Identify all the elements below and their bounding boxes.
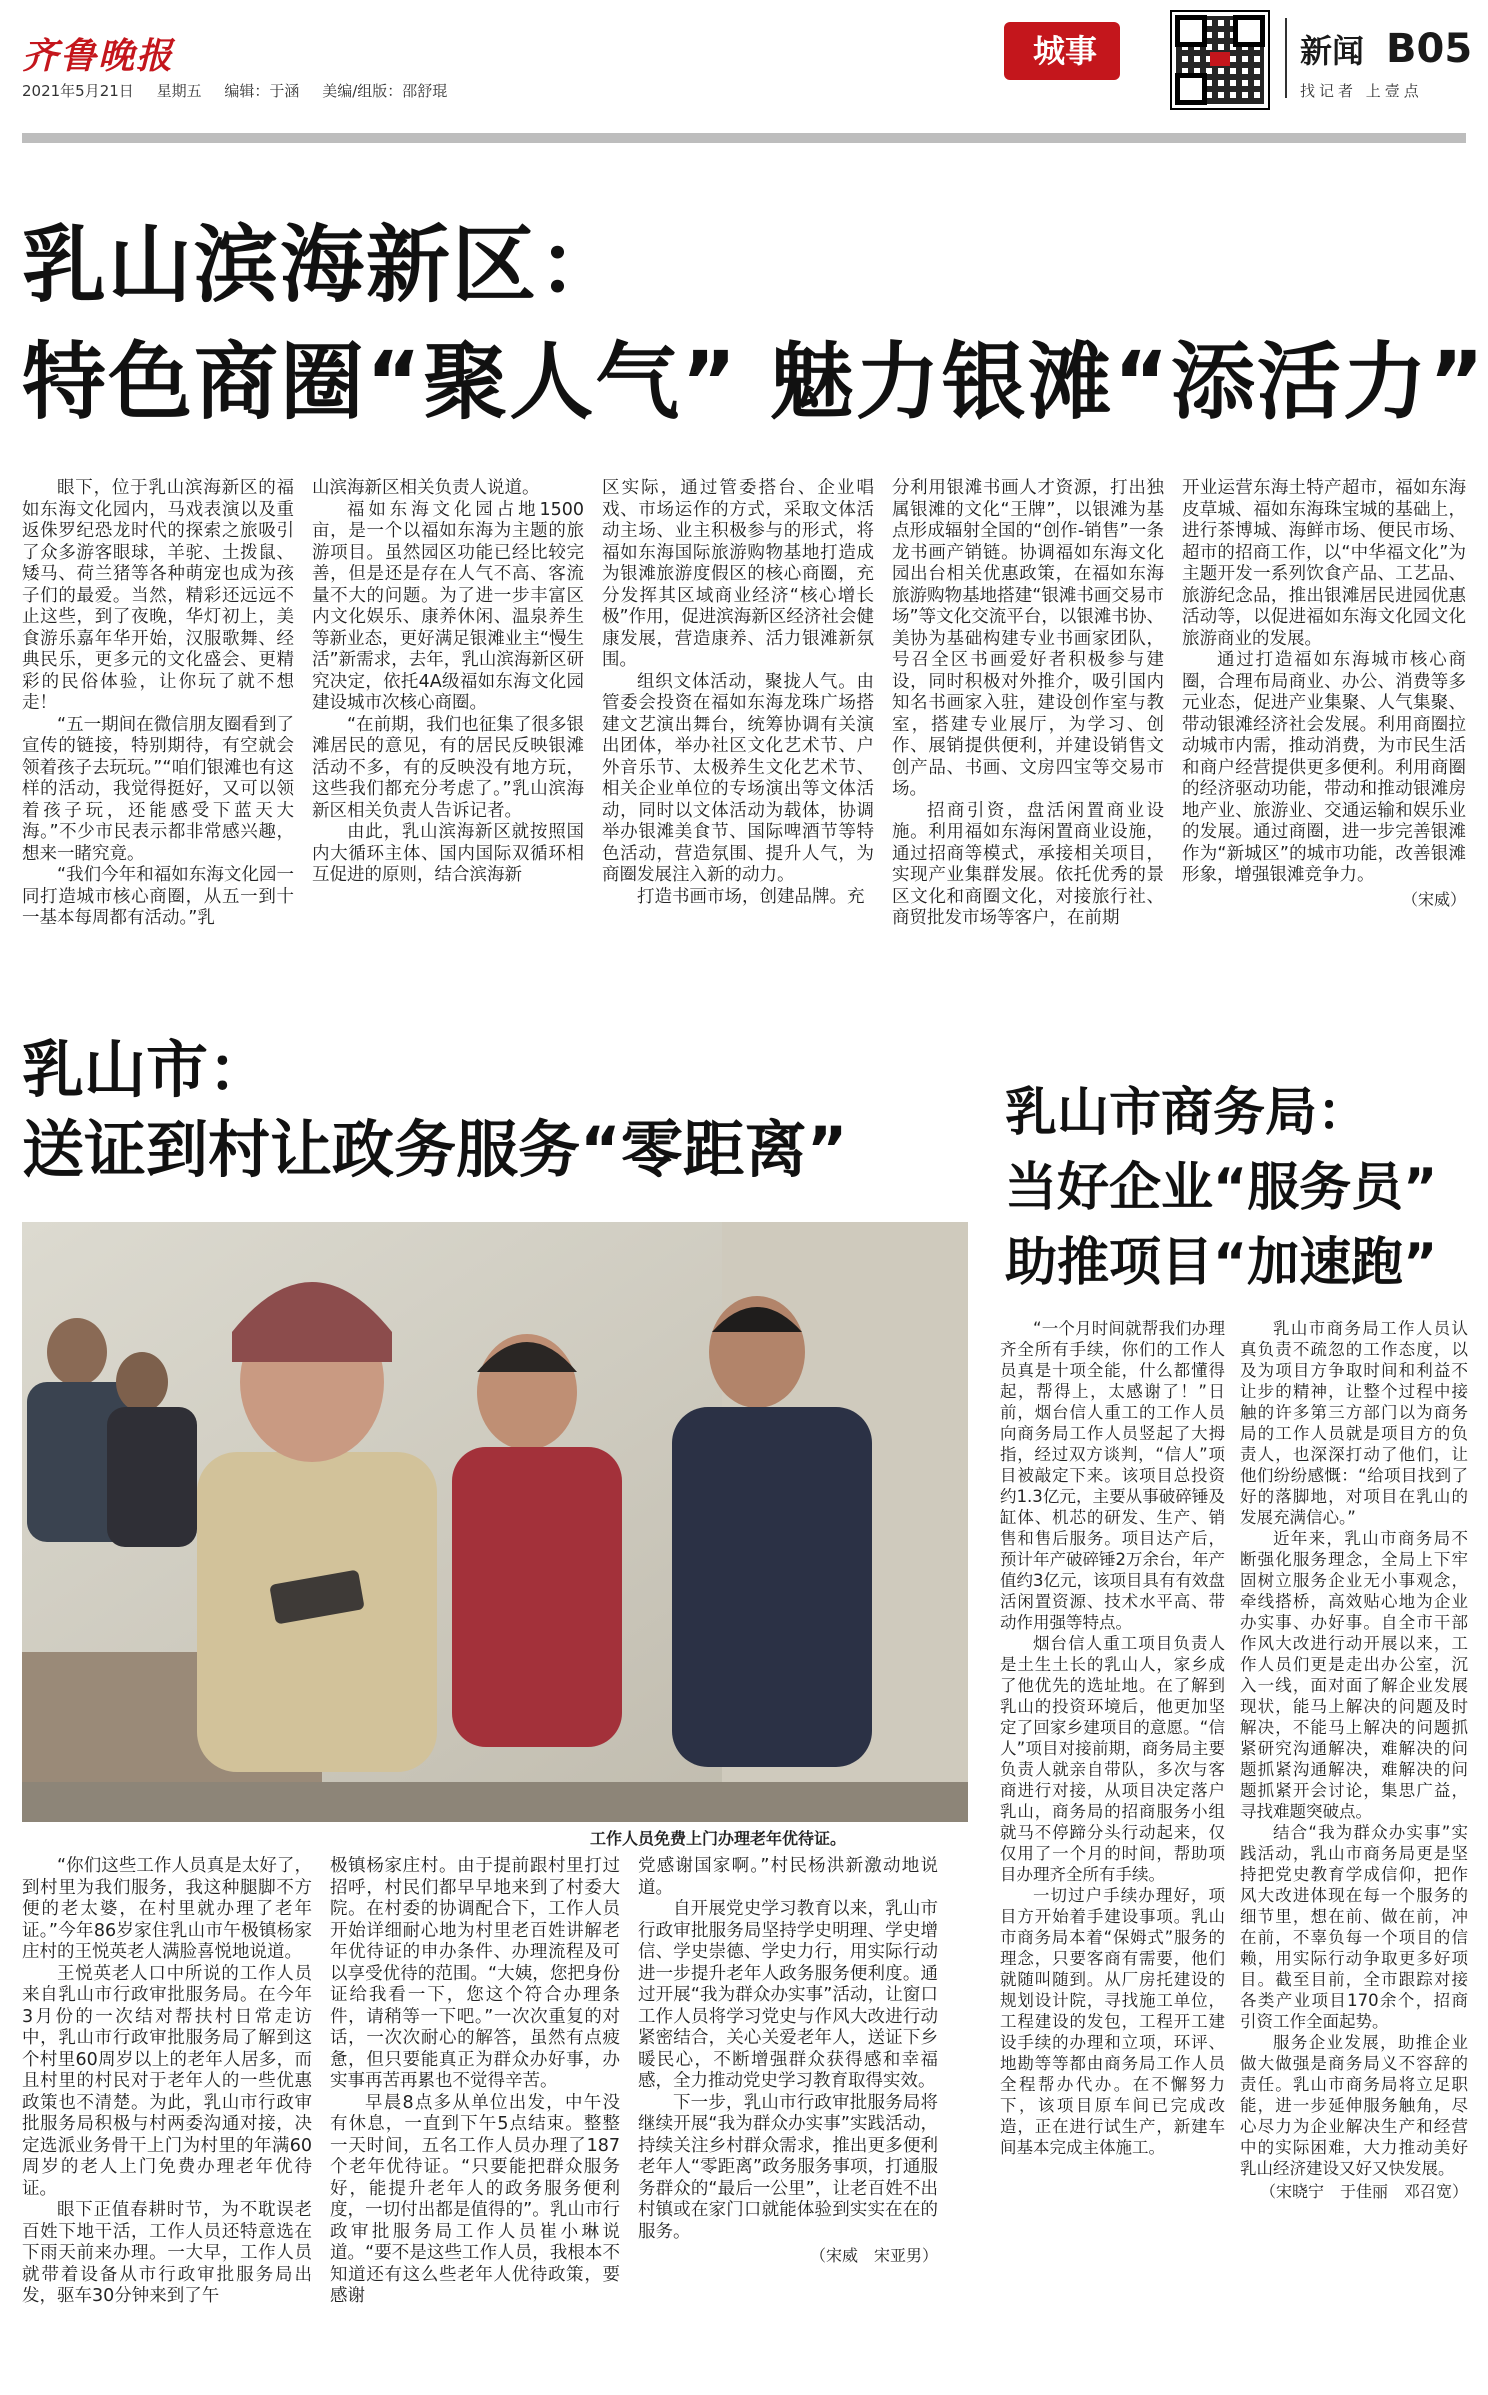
page-number: B05 (1386, 26, 1473, 72)
page-name: 新闻 (1300, 32, 1365, 70)
paragraph: 乳山市商务局工作人员认真负责不疏忽的工作态度，以及为项目方争取时间和利益不让步的精神，让整个过程中接触的许多第三方部门以为商务局的工作人员就是项目方的负责人，也深深打动了他们，让他们纷纷感慨：“给项目找到了好的落脚地，对项目在乳山的发展充满信心。” (1240, 1319, 1468, 1527)
article2-column-2 (330, 1856, 620, 2386)
designer-credit: 美编/组版：邵舒琨 (322, 82, 448, 100)
newspaper-logo: 齐鲁晚报 (22, 35, 175, 77)
article1-column-1 (22, 478, 294, 1000)
paragraph: 打造书画市场，创建品牌。充 (637, 886, 865, 907)
issue-date: 2021年5月21日 (22, 82, 134, 100)
paragraph: 眼下，位于乳山滨海新区的福如东海文化园内，马戏表演以及重返侏罗纪恐龙时代的探索之旅吸引了众多游客眼球，羊驼、土拨鼠、矮马、荷兰猪等各种萌宠也成为孩子们的最爱。当然，精彩还远远不止这些，到了夜晚，华灯初上，美食游乐嘉年华开始，汉服歌舞、经典民乐，更多元的文化盛会、更精彩的民俗体验，让你玩了就不想走！ (22, 478, 294, 713)
paragraph: “你们这些工作人员真是太好了，到村里为我们服务，我这种腿脚不方便的老太婆，在村里就办理了老年证。”今年86岁家住乳山市午极镇杨家庄村的王悦英老人满脸喜悦地说道。 (22, 1856, 312, 1962)
news-photo (22, 1222, 968, 1822)
issue-weekday: 星期五 (156, 82, 202, 100)
article3-title-line3: 助推项目“加速跑” (1005, 1233, 1438, 1293)
article3-title-line1: 乳山市商务局： (1005, 1083, 1370, 1143)
paragraph: 通过打造福如东海城市核心商圈，合理布局商业、办公、消费等多元业态，促进产业集聚、人气集聚、带动银滩经济社会发展。利用商圈拉动城市内需，推动消费，为市民生活和商户经营提供更多便利。利用商圈的经济驱动功能，带动和推动银滩房地产业、旅游业、交通运输和娱乐业的发展。通过商圈，进一步完善银滩作为“新城区”的城市功能，改善银滩形象，增强银滩竞争力。 (1182, 650, 1466, 885)
article3-column-2 (1240, 1318, 1468, 2386)
paragraph: “我们今年和福如东海文化园一同打造城市核心商圈，从五一到十一基本每周都有活动。”乳 (22, 865, 294, 928)
paragraph: 区实际，通过管委搭台、企业唱戏、市场运作的方式，采取文体活动主场、业主积极参与的形式，将福如东海国际旅游购物基地打造成为银滩旅游度假区的核心商圈，充分发挥其区域商业经济“核心增长极”作用，促进滨海新区经济社会健康发展，营造康养、活力银滩新氛围。 (602, 478, 874, 670)
paragraph: 下一步，乳山市行政审批服务局将继续开展“我为群众办实事”实践活动，持续关注乡村群众需求，推出更多便利老年人“零距离”政务服务事项，打通服务群众的“最后一公里”，让老百姓不出村镇或在家门口就能体验到实实在在的服务。 (638, 2092, 938, 2242)
paragraph: 早晨8点多从单位出发，中午没有休息，一直到下午5点结束。整整一天时间，五名工作人员办理了187个老年优待证。“只要能把群众服务好，能提升老年人的政务服务便利度，一切付出都是值得的”。乳山市行政审批服务局工作人员崔小琳说道。“要不是这些工作人员，我根本不知道还有这么些老年人优待政策，要感谢 (330, 2092, 620, 2306)
paragraph: 开业运营东海土特产超市，福如东海皮草城、福如东海珠宝城的基础上，进行茶博城、海鲜市场、便民市场、超市的招商工作，以“中华福文化”为主题开发一系列饮食产品、工艺品、旅游纪念品，推出银滩居民进园优惠活动等，以促进福如东海文化园文化旅游商业的发展。 (1182, 478, 1466, 649)
page-identifier (1300, 26, 1472, 72)
header-divider (1285, 18, 1287, 98)
contact-line: 找记者 上壹点 (1300, 82, 1423, 100)
article2-title-line2: 送证到村让政务服务“零距离” (22, 1113, 848, 1186)
paragraph: 结合“我为群众办实事”实践活动，乳山市商务局更是坚持把党史教育学成信仰，把作风大改进体现在每一个服务的细节里，想在前、做在前，冲在前，不辜负每一个项目的信赖，用实际行动争取更多好项目。截至目前，全市跟踪对接各类产业项目170余个，招商引资工作全面起势。 (1240, 1823, 1468, 2031)
paragraph: “一个月时间就帮我们办理齐全所有手续，你们的工作人员真是十项全能，什么都懂得起，帮得上，太感谢了！”日前，烟台信人重工的工作人员向商务局工作人员竖起了大拇指，经过双方谈判，“信人”项目被敲定下来。该项目总投资约1.3亿元，主要从事破碎锤及缸体、机芯的研发、生产、销售和售后服务。项目达产后，预计年产破碎锤2万余台，年产值约3亿元，该项目具有有效盘活闲置资源、技术水平高、带动作用强等特点。 (1000, 1319, 1225, 1632)
article1-column-2 (312, 478, 584, 1000)
paragraph: 山滨海新区相关负责人说道。 (312, 478, 540, 498)
photo-caption: 工作人员免费上门办理老年优待证。 (590, 1829, 847, 1848)
article3-credit: （宋晓宁 于佳丽 邓召宽） (1259, 2182, 1468, 2201)
paragraph: 由此，乳山滨海新区就按照国内大循环主体、国内国际双循环相互促进的原则，结合滨海新 (312, 822, 584, 885)
issue-meta (22, 80, 465, 101)
article1-title-line1: 乳山滨海新区： (22, 216, 625, 314)
qr-code-icon[interactable] (1170, 10, 1270, 110)
article1-credit: （宋威） (1401, 889, 1466, 909)
article2-column-3 (638, 1856, 938, 2386)
article1-title-line2: 特色商圈“聚人气” 魅力银滩“添活力” (22, 333, 1487, 431)
article1-column-4 (892, 478, 1164, 1000)
paragraph: 招商引资，盘活闲置商业设施。利用福如东海闲置商业设施，通过招商等模式，承接相关项目，实现产业集群发展。依托优秀的景区文化和商圈文化，对接旅行社、商贸批发市场等客户，在前期 (892, 800, 1164, 928)
section-tag: 城事 (1010, 22, 1120, 80)
article3-column-1 (1000, 1318, 1225, 2386)
paragraph: 烟台信人重工项目负责人是土生土长的乳山人，家乡成了他优先的选址地。在了解到乳山的投资环境后，他更加坚定了回家乡建项目的意愿。“信人”项目对接前期，商务局主要负责人就亲自带队，多次与客商进行对接，从项目决定落户乳山，商务局的招商服务小组就马不停蹄分头行动起来，仅仅用了一个月的时间，帮助项目办理齐全所有手续。 (1000, 1634, 1225, 1884)
paragraph: 服务企业发展，助推企业做大做强是商务局义不容辞的责任。乳山市商务局将立足职能，进一步延伸服务触角，尽心尽力为企业解决生产和经营中的实际困难，大力推动美好乳山经济建设又好又快发展。 (1240, 2033, 1468, 2178)
paragraph: 王悦英老人口中所说的工作人员来自乳山市行政审批服务局。在今年3月份的一次结对帮扶村日常走访中，乳山市行政审批服务局了解到这个村里60周岁以上的老年人居多，而且村里的村民对于老年人的一些优惠政策也不清楚。为此，乳山市行政审批服务局积极与村两委沟通对接，决定选派业务骨干上门为村里的年满60周岁的老人上门免费办理老年优待证。 (22, 1963, 312, 2199)
paragraph: “五一期间在微信朋友圈看到了宣传的链接，特别期待，有空就会领着孩子去玩玩。”“咱们银滩也有这样的活动，我觉得挺好，又可以领着孩子玩，还能感受下蓝天大海。”不少市民表示都非常感兴趣，想来一睹究竟。 (22, 714, 294, 864)
article3-title-line2: 当好企业“服务员” (1005, 1158, 1438, 1218)
article2-column-1 (22, 1856, 312, 2386)
paragraph: 眼下正值春耕时节，为不耽误老百姓下地干活，工作人员还特意选在下雨天前来办理。一大早，工作人员就带着设备从市行政审批服务局出发，驱车30分钟来到了午 (22, 2200, 312, 2306)
paragraph: 近年来，乳山市商务局不断强化服务理念，全局上下牢固树立服务企业无小事观念，牵线搭桥，高效贴心地为企业办实事、办好事。自全市干部作风大改进行动开展以来，工作人员们更是走出办公室，沉入一线，面对面了解企业发展现状，能马上解决的问题及时解决，不能马上解决的问题抓紧研究沟通解决，难解决的问题抓紧沟通解决，难解决的问题抓紧开会讨论，集思广益，寻找难题突破点。 (1240, 1529, 1468, 1821)
article2-title-line1: 乳山市： (22, 1033, 271, 1106)
qr-badge (1210, 52, 1230, 66)
paragraph: 一切过户手续办理好，项目方开始着手建设事项。乳山市商务局本着“保姆式”服务的理念，只要客商有需要，他们就随叫随到。从厂房托建设的规划设计院，寻找施工单位，工程建设的发包，工程开工建设手续的办理和立项，环评、地勘等等都由商务局工作人员全程帮办代办。在不懈努力下，该项目原车间已完成改造，正在进行试生产，新建车间基本完成主体施工。 (1000, 1886, 1225, 2157)
paragraph: 组织文体活动，聚拢人气。由管委会投资在福如东海龙珠广场搭建文艺演出舞台，统筹协调有关演出团体，举办社区文化艺术节、户外音乐节、太极养生文化艺术节、相关企业单位的专场演出等文体活动，同时以文体活动为载体，协调举办银滩美食节、国际啤酒节等特色活动，营造氛围、提升人气，为商圈发展注入新的动力。 (602, 671, 874, 885)
header-rule (22, 133, 1466, 143)
article1-column-3 (602, 478, 874, 1000)
paragraph: 自开展党史学习教育以来，乳山市行政审批服务局坚持学史明理、学史增信、学史崇德、学史力行，用实际行动进一步提升老年人政务服务便利度。通过开展“我为群众办实事”活动，让窗口工作人员将学习党史与作风大改进行动紧密结合，关心关爱老年人，送证下乡暖民心，不断增强群众获得感和幸福感，全力推动党史学习教育取得实效。 (638, 1899, 938, 2091)
paragraph: 极镇杨家庄村。由于提前跟村里打过招呼，村民们都早早地来到了村委大院。在村委的协调配合下，工作人员开始详细耐心地为村里老百姓讲解老年优待证的申办条件、办理流程及可以享受优待的范围。“大姨，您把身份证给我看一下，您这个符合办理条件，请稍等一下吧。”一次次重复的对话，一次次耐心的解答，虽然有点疲惫，但只要能真正为群众办好事，办实事再苦再累也不觉得辛苦。 (330, 1856, 620, 2091)
paragraph: 分利用银滩书画人才资源，打出独属银滩的文化“王牌”，以银滩为基点形成辐射全国的“创作-销售”一条龙书画产销链。协调福如东海文化园出台相关优惠政策，在福如东海旅游购物基地搭建“银滩书画交易市场”等文化交流平台，以银滩书协、美协为基础构建专业书画家团队，号召全区书画爱好者积极参与建设，同时积极对外推介，吸引国内知名书画家入驻，建设创作室与教室，搭建专业展厅，为学习、创作、展销提供便利，并建设销售文创产品、书画、文房四宝等交易市场。 (892, 478, 1164, 799)
paragraph: 党感谢国家啊。”村民杨洪新激动地说道。 (638, 1856, 938, 1898)
article2-credit: （宋威 宋亚男） (809, 2246, 938, 2265)
paragraph: “在前期，我们也征集了很多银滩居民的意见，有的居民反映银滩活动不多，有的反映没有地方玩，这些我们都充分考虑了。”乳山滨海新区相关负责人告诉记者。 (312, 714, 584, 821)
editor-credit: 编辑：于涵 (224, 82, 300, 100)
paragraph: 福如东海文化园占地1500亩，是一个以福如东海为主题的旅游项目。虽然园区功能已经比较完善，但是还是存在人气不高、客流量不大的问题。为了进一步丰富区内文化娱乐、康养休闲、温泉养生等新业态，更好满足银滩业主“慢生活”新需求，去年，乳山滨海新区研究决定，依托4A级福如东海文化园建设城市次核心商圈。 (312, 499, 584, 713)
article1-column-5 (1182, 478, 1466, 1000)
